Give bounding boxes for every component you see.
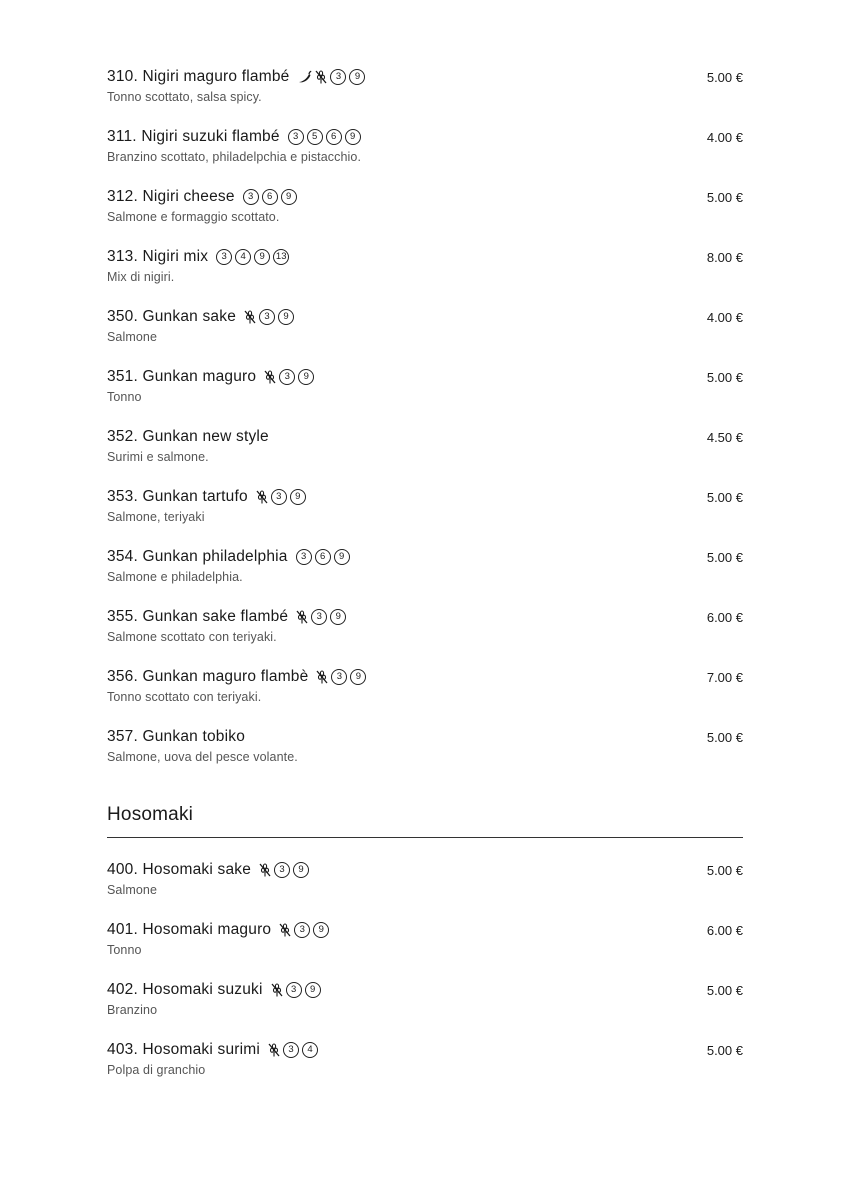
allergen-badge: 5	[307, 129, 323, 145]
allergen-badge: 3	[216, 249, 232, 265]
menu-item-price: 8.00 €	[706, 250, 743, 265]
menu-item-badges	[279, 922, 332, 938]
menu-item-header	[107, 487, 743, 507]
menu-item-badges	[243, 189, 300, 205]
menu-item-header	[107, 307, 743, 327]
menu-item	[107, 727, 743, 787]
allergen-badge: 3	[243, 189, 259, 205]
section-header-hosomaki	[107, 804, 743, 826]
no-gluten-icon	[244, 310, 256, 324]
menu-item-header	[107, 920, 743, 940]
no-gluten-icon	[259, 863, 271, 877]
menu-item-description: Salmone, teriyaki	[107, 510, 205, 524]
allergen-badge: 3	[288, 129, 304, 145]
menu-item-name: 351. Gunkan maguro	[107, 368, 257, 385]
allergen-badge: 3	[259, 309, 275, 325]
allergen-badge: 9	[313, 922, 329, 938]
menu-item-badges	[297, 69, 368, 85]
no-gluten-icon	[279, 923, 291, 937]
allergen-badge: 9	[254, 249, 270, 265]
menu-item	[107, 980, 743, 1040]
allergen-badge: 9	[330, 609, 346, 625]
menu-item-description: Salmone	[107, 330, 158, 344]
menu-item-price: 6.00 €	[706, 610, 743, 625]
allergen-badge: 6	[262, 189, 278, 205]
allergen-badge: 6	[315, 549, 331, 565]
menu-list-nigiri-gunkan	[107, 67, 743, 787]
menu-item	[107, 367, 743, 427]
menu-item-name: 402. Hosomaki suzuki	[107, 981, 263, 998]
menu-item	[107, 67, 743, 127]
allergen-badge: 3	[294, 922, 310, 938]
allergen-badge: 9	[278, 309, 294, 325]
no-gluten-icon	[268, 1043, 280, 1057]
no-gluten-icon	[271, 983, 283, 997]
allergen-badge: 3	[271, 489, 287, 505]
allergen-badge: 3	[286, 982, 302, 998]
allergen-badge: 9	[290, 489, 306, 505]
allergen-badge: 9	[334, 549, 350, 565]
menu-item-badges	[316, 669, 369, 685]
menu-item	[107, 667, 743, 727]
menu-item	[107, 427, 743, 487]
menu-item-price: 5.00 €	[706, 70, 743, 85]
menu-item-badges	[296, 549, 353, 565]
menu-item-header	[107, 727, 743, 747]
no-gluten-icon	[256, 490, 268, 504]
menu-item-name: 352. Gunkan new style	[107, 428, 269, 445]
menu-item-description: Branzino scottato, philadelpchia e pistacchio.	[107, 150, 362, 164]
menu-item	[107, 487, 743, 547]
menu-item	[107, 307, 743, 367]
allergen-badge: 13	[273, 249, 289, 265]
menu-item-header	[107, 367, 743, 387]
allergen-badge: 9	[281, 189, 297, 205]
allergen-badge: 9	[349, 69, 365, 85]
menu-item-description: Tonno scottato, salsa spicy.	[107, 90, 262, 104]
allergen-badge: 9	[345, 129, 361, 145]
allergen-badge: 3	[330, 69, 346, 85]
menu-item-description: Salmone	[107, 883, 158, 897]
menu-item-badges	[296, 609, 349, 625]
menu-item-price: 4.50 €	[706, 430, 743, 445]
menu-item-price: 4.00 €	[706, 310, 743, 325]
menu-item-description: Salmone e philadelphia.	[107, 570, 243, 584]
menu-item-name: 350. Gunkan sake	[107, 308, 237, 325]
menu-item-price: 5.00 €	[706, 730, 743, 745]
menu-item-description: Surimi e salmone.	[107, 450, 209, 464]
menu-item	[107, 607, 743, 667]
allergen-badge: 4	[235, 249, 251, 265]
menu-item-badges	[256, 489, 309, 505]
menu-item-badges	[264, 369, 317, 385]
menu-item-header	[107, 247, 743, 267]
menu-item-description: Tonno	[107, 943, 142, 957]
menu-item-name: 357. Gunkan tobiko	[107, 728, 246, 745]
menu-item-description: Salmone e formaggio scottato.	[107, 210, 280, 224]
menu-item-price: 6.00 €	[706, 923, 743, 938]
menu-item-header	[107, 980, 743, 1000]
allergen-badge: 3	[274, 862, 290, 878]
allergen-badge: 4	[302, 1042, 318, 1058]
menu-item-price: 7.00 €	[706, 670, 743, 685]
menu-item-header	[107, 547, 743, 567]
menu-item-header	[107, 427, 743, 447]
menu-item-name: 354. Gunkan philadelphia	[107, 548, 288, 565]
no-gluten-icon	[296, 610, 308, 624]
menu-item-badges	[244, 309, 297, 325]
menu-item-name: 311. Nigiri suzuki flambé	[107, 128, 280, 145]
menu-item	[107, 920, 743, 980]
menu-item-name: 355. Gunkan sake flambé	[107, 608, 289, 625]
menu-item-header	[107, 67, 743, 87]
menu-item-name: 353. Gunkan tartufo	[107, 488, 248, 505]
menu-item-header	[107, 667, 743, 687]
allergen-badge: 9	[305, 982, 321, 998]
menu-item-name: 313. Nigiri mix	[107, 248, 209, 265]
section-divider	[107, 837, 743, 838]
menu-item	[107, 547, 743, 607]
menu-item-description: Polpa di granchio	[107, 1063, 206, 1077]
allergen-badge: 3	[311, 609, 327, 625]
menu-item-description: Tonno	[107, 390, 142, 404]
menu-item-header	[107, 860, 743, 880]
allergen-badge: 9	[350, 669, 366, 685]
menu-item-price: 5.00 €	[706, 863, 743, 878]
allergen-badge: 3	[279, 369, 295, 385]
menu-item-description: Salmone, uova del pesce volante.	[107, 750, 298, 764]
menu-item	[107, 1040, 743, 1100]
menu-item-price: 5.00 €	[706, 490, 743, 505]
menu-item-price: 5.00 €	[706, 190, 743, 205]
menu-item-price: 5.00 €	[706, 550, 743, 565]
menu-item	[107, 127, 743, 187]
allergen-badge: 6	[326, 129, 342, 145]
menu-item-badges	[216, 249, 292, 265]
allergen-badge: 3	[283, 1042, 299, 1058]
menu-item-name: 403. Hosomaki surimi	[107, 1041, 261, 1058]
chili-icon	[297, 70, 312, 84]
menu-item-price: 5.00 €	[706, 983, 743, 998]
menu-item-badges	[288, 129, 364, 145]
menu-item-header	[107, 607, 743, 627]
menu-item-description: Mix di nigiri.	[107, 270, 175, 284]
menu-item-price: 5.00 €	[706, 370, 743, 385]
menu-item-name: 400. Hosomaki sake	[107, 861, 252, 878]
menu-item-price: 5.00 €	[706, 1043, 743, 1058]
menu-item-name: 401. Hosomaki maguro	[107, 921, 272, 938]
menu-item-header	[107, 187, 743, 207]
menu-item	[107, 247, 743, 307]
menu-item-description: Tonno scottato con teriyaki.	[107, 690, 262, 704]
menu-item-name: 356. Gunkan maguro flambè	[107, 668, 309, 685]
no-gluten-icon	[315, 70, 327, 84]
menu-list-hosomaki	[107, 860, 743, 1100]
menu-item-header	[107, 1040, 743, 1060]
menu-item-name: 310. Nigiri maguro flambé	[107, 68, 290, 85]
menu-item-price: 4.00 €	[706, 130, 743, 145]
menu-item-name: 312. Nigiri cheese	[107, 188, 235, 205]
menu-item	[107, 860, 743, 920]
menu-item-badges	[268, 1042, 321, 1058]
menu-item	[107, 187, 743, 247]
no-gluten-icon	[316, 670, 328, 684]
menu-item-badges	[271, 982, 324, 998]
menu-item-badges	[259, 862, 312, 878]
menu-item-description: Salmone scottato con teriyaki.	[107, 630, 277, 644]
menu-item-header	[107, 127, 743, 147]
menu-item-description: Branzino	[107, 1003, 158, 1017]
allergen-badge: 9	[298, 369, 314, 385]
allergen-badge: 9	[293, 862, 309, 878]
section-title: Hosomaki	[107, 804, 194, 825]
allergen-badge: 3	[296, 549, 312, 565]
no-gluten-icon	[264, 370, 276, 384]
allergen-badge: 3	[331, 669, 347, 685]
